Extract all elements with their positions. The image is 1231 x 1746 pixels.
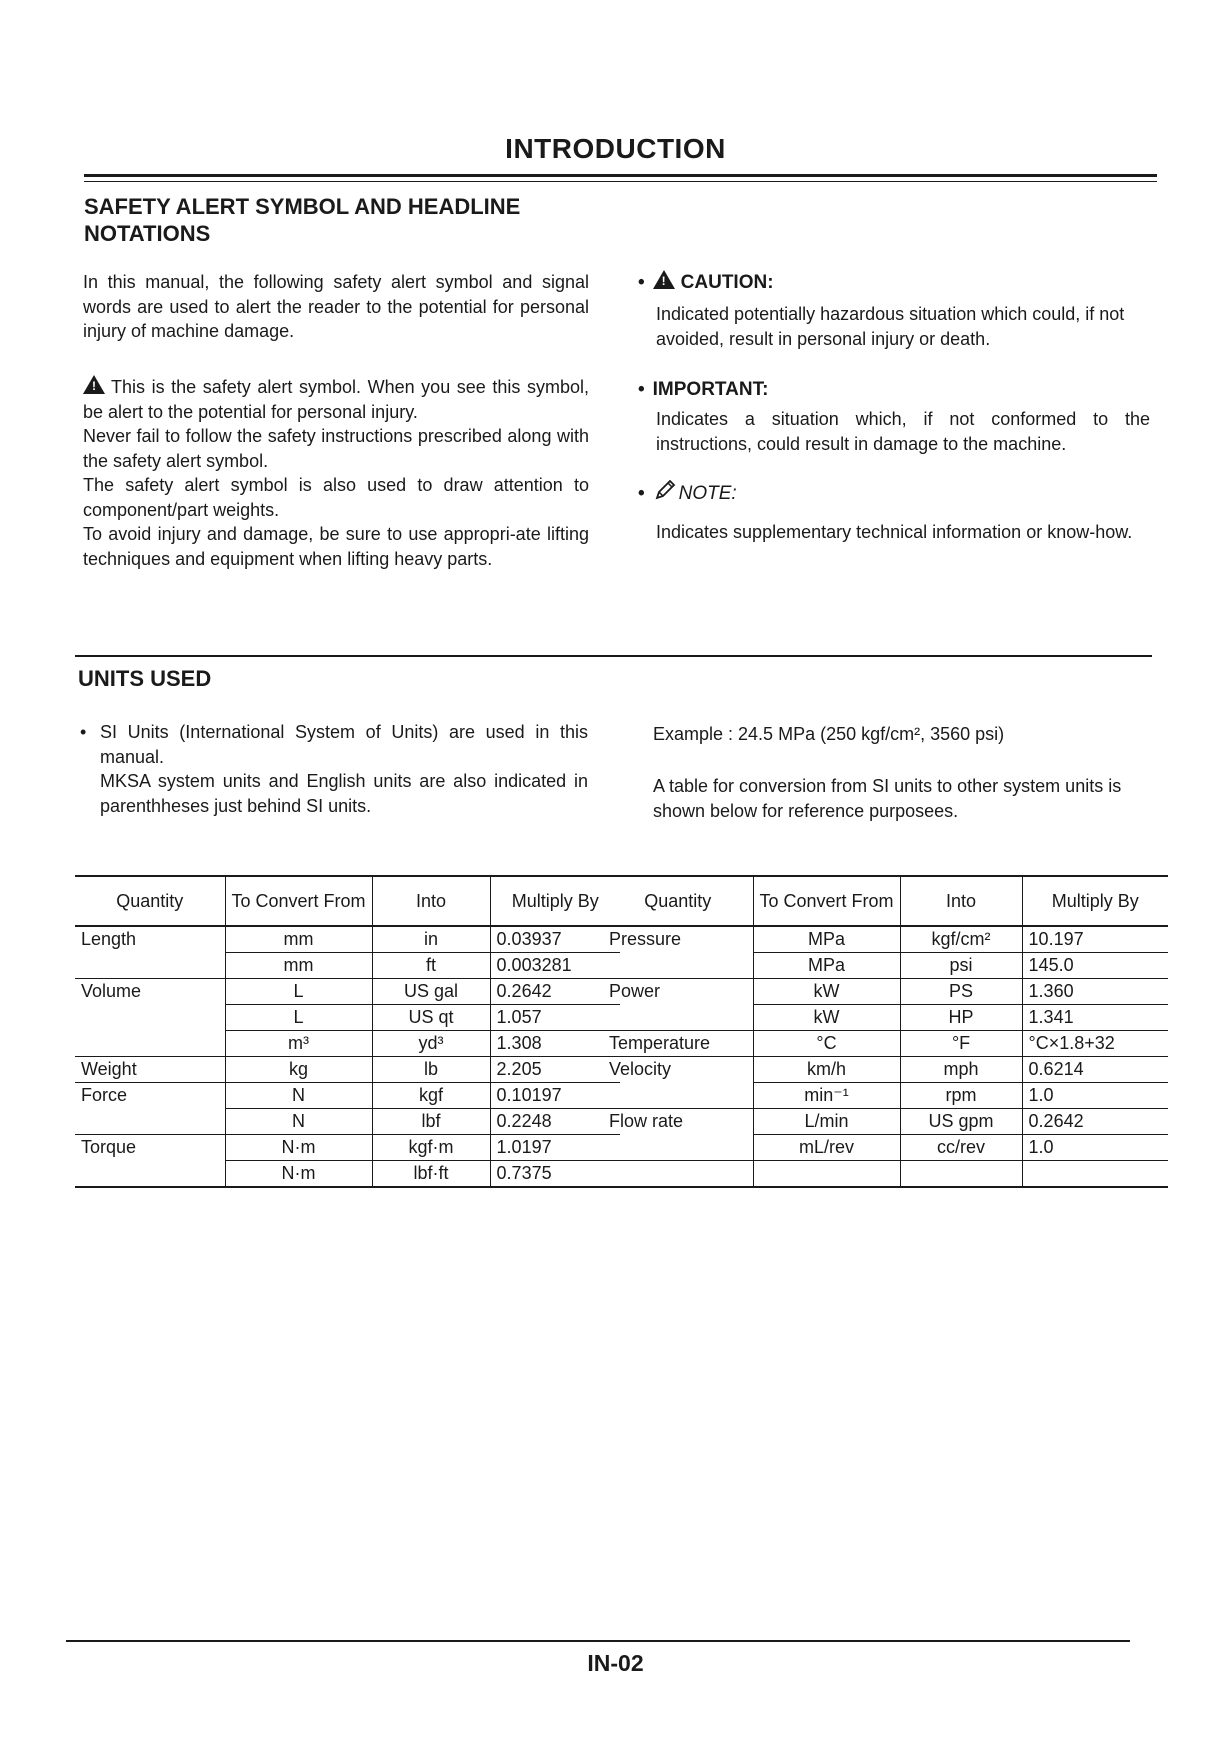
note-text: Indicates supplementary technical information or know-how. <box>656 522 1133 542</box>
cell-into: ft <box>372 953 490 979</box>
cell-into: HP <box>900 1005 1022 1031</box>
symbol-text-4: To avoid injury and damage, be sure to use appropri-ate lifting techniques and equipment when lifting heavy parts. <box>83 524 589 569</box>
cell-quantity <box>75 1005 225 1031</box>
symbol-text-1: This is the safety alert symbol. When you see this symbol, be alert to the potential for personal injury. <box>83 377 589 422</box>
cell-quantity: Weight <box>75 1057 225 1083</box>
cell-from: kg <box>225 1057 372 1083</box>
cell-from: N·m <box>225 1161 372 1188</box>
cell-from: kW <box>753 1005 900 1031</box>
cell-quantity <box>603 953 753 979</box>
cell-from: mm <box>225 953 372 979</box>
cell-mult: 145.0 <box>1022 953 1168 979</box>
important-label: IMPORTANT: <box>652 379 769 400</box>
cell-into: US qt <box>372 1005 490 1031</box>
cell-from: mL/rev <box>753 1135 900 1161</box>
safety-symbol-block <box>83 375 589 571</box>
cell-mult: 1.057 <box>490 1005 620 1031</box>
si-units-block <box>80 720 588 818</box>
table-note-text: A table for conversion from SI units to other system units is shown below for reference purposees. <box>653 776 1122 821</box>
cell-from <box>753 1161 900 1188</box>
section-divider <box>75 655 1152 657</box>
safety-intro-text: In this manual, the following safety alert symbol and signal words are used to alert the reader to the potential for personal injury of machine damage. <box>83 272 589 341</box>
cell-into: kgf <box>372 1083 490 1109</box>
cell-quantity: Power <box>603 979 753 1005</box>
table-row <box>603 1135 1168 1161</box>
caution-label: CAUTION: <box>680 272 774 293</box>
cell-quantity: Length <box>75 926 225 953</box>
cell-quantity: Temperature <box>603 1031 753 1057</box>
cell-from: N <box>225 1083 372 1109</box>
cell-into: US gpm <box>900 1109 1022 1135</box>
cell-quantity: Pressure <box>603 926 753 953</box>
cell-mult: 0.2642 <box>490 979 620 1005</box>
cell-mult: 0.2248 <box>490 1109 620 1135</box>
alert-triangle-icon <box>653 270 675 289</box>
cell-into: kgf·m <box>372 1135 490 1161</box>
cell-into: kgf/cm² <box>900 926 1022 953</box>
table-row <box>75 979 620 1005</box>
cell-quantity: Flow rate <box>603 1109 753 1135</box>
units-section-title: UNITS USED <box>78 666 212 691</box>
cell-mult: 2.205 <box>490 1057 620 1083</box>
bullet: • <box>80 722 87 742</box>
cell-from: MPa <box>753 926 900 953</box>
cell-mult: 0.03937 <box>490 926 620 953</box>
example-text: Example : 24.5 MPa (250 kgf/cm², 3560 psi) <box>653 724 1005 744</box>
table-row <box>603 953 1168 979</box>
page-number: IN-02 <box>587 1650 644 1676</box>
cell-into: in <box>372 926 490 953</box>
cell-into: °F <box>900 1031 1022 1057</box>
page-header-title: INTRODUCTION <box>505 133 726 164</box>
table-row <box>75 953 620 979</box>
header-into: Into <box>900 876 1022 926</box>
table-row <box>75 1083 620 1109</box>
safety-title-line2: NOTATIONS <box>84 221 211 246</box>
cell-into: US gal <box>372 979 490 1005</box>
table-row <box>603 1057 1168 1083</box>
cell-quantity <box>75 1109 225 1135</box>
cell-into: rpm <box>900 1083 1022 1109</box>
symbol-text-3: The safety alert symbol is also used to draw attention to component/part weights. <box>83 475 589 520</box>
cell-mult: 10.197 <box>1022 926 1168 953</box>
header-quantity: Quantity <box>75 876 225 926</box>
cell-quantity: Volume <box>75 979 225 1005</box>
header-from: To Convert From <box>753 876 900 926</box>
cell-from: L <box>225 979 372 1005</box>
cell-quantity <box>75 1161 225 1188</box>
cell-mult: 1.360 <box>1022 979 1168 1005</box>
cell-mult <box>1022 1161 1168 1188</box>
caution-text: Indicated potentially hazardous situation which could, if not avoided, result in personal injury or death. <box>656 304 1125 349</box>
bullet: • <box>638 379 645 400</box>
cell-into: lbf·ft <box>372 1161 490 1188</box>
cell-mult: °C×1.8+32 <box>1022 1031 1168 1057</box>
table-row <box>75 1031 620 1057</box>
cell-into: lbf <box>372 1109 490 1135</box>
cell-into: psi <box>900 953 1022 979</box>
si-units-text: SI Units (International System of Units) are used in this manual. <box>100 722 588 767</box>
cell-from: N <box>225 1109 372 1135</box>
cell-quantity <box>603 1135 753 1161</box>
table-row <box>603 1161 1168 1188</box>
caution-heading <box>638 270 774 294</box>
cell-mult: 0.10197 <box>490 1083 620 1109</box>
cell-into: yd³ <box>372 1031 490 1057</box>
cell-from: L <box>225 1005 372 1031</box>
cell-quantity: Torque <box>75 1135 225 1161</box>
cell-mult: 1.341 <box>1022 1005 1168 1031</box>
table-row <box>75 1057 620 1083</box>
important-text: Indicates a situation which, if not conformed to the instructions, could result in damage to the machine. <box>656 409 1150 454</box>
bullet: • <box>638 483 645 504</box>
table-row <box>75 1135 620 1161</box>
table-row <box>75 1161 620 1188</box>
cell-into: cc/rev <box>900 1135 1022 1161</box>
cell-from: MPa <box>753 953 900 979</box>
cell-from: kW <box>753 979 900 1005</box>
important-heading <box>638 379 768 401</box>
table-header-row <box>75 876 620 926</box>
table-row <box>603 979 1168 1005</box>
cell-from: m³ <box>225 1031 372 1057</box>
pencil-icon <box>653 478 677 502</box>
header-into: Into <box>372 876 490 926</box>
cell-from: L/min <box>753 1109 900 1135</box>
cell-into <box>900 1161 1022 1188</box>
cell-mult: 0.7375 <box>490 1161 620 1188</box>
safety-title-line1: SAFETY ALERT SYMBOL AND HEADLINE <box>84 194 521 219</box>
cell-mult: 1.0197 <box>490 1135 620 1161</box>
cell-from: N·m <box>225 1135 372 1161</box>
mksa-units-text: MKSA system units and English units are also indicated in parenthheses just behind SI units. <box>100 771 588 816</box>
cell-from: °C <box>753 1031 900 1057</box>
cell-into: mph <box>900 1057 1022 1083</box>
header-rule <box>84 174 1157 177</box>
cell-mult: 0.003281 <box>490 953 620 979</box>
table-row <box>75 1109 620 1135</box>
conversion-table-right <box>603 875 1168 1188</box>
table-row <box>603 1031 1168 1057</box>
table-header-row <box>603 876 1168 926</box>
header-multiply: Multiply By <box>1022 876 1168 926</box>
table-row <box>603 1005 1168 1031</box>
header-multiply: Multiply By <box>490 876 620 926</box>
cell-into: lb <box>372 1057 490 1083</box>
cell-into: PS <box>900 979 1022 1005</box>
note-heading <box>638 478 737 505</box>
cell-quantity <box>603 1161 753 1188</box>
symbol-text-2: Never fail to follow the safety instructions prescribed along with the safety alert symbol. <box>83 426 589 471</box>
table-row <box>603 1109 1168 1135</box>
cell-mult: 0.6214 <box>1022 1057 1168 1083</box>
cell-mult: 1.308 <box>490 1031 620 1057</box>
cell-mult: 1.0 <box>1022 1083 1168 1109</box>
safety-section-title <box>84 193 520 247</box>
table-row <box>75 926 620 953</box>
header-rule-thin <box>84 181 1157 182</box>
cell-from: min⁻¹ <box>753 1083 900 1109</box>
cell-quantity <box>603 1005 753 1031</box>
bullet: • <box>638 272 645 293</box>
table-row <box>603 1083 1168 1109</box>
cell-quantity <box>603 1083 753 1109</box>
cell-quantity <box>75 953 225 979</box>
conversion-table-left <box>75 875 620 1188</box>
header-from: To Convert From <box>225 876 372 926</box>
cell-mult: 0.2642 <box>1022 1109 1168 1135</box>
footer-rule <box>66 1640 1130 1642</box>
note-label: NOTE: <box>678 483 737 504</box>
table-row <box>603 926 1168 953</box>
table-row <box>75 1005 620 1031</box>
cell-from: mm <box>225 926 372 953</box>
cell-mult: 1.0 <box>1022 1135 1168 1161</box>
header-quantity: Quantity <box>603 876 753 926</box>
cell-quantity: Velocity <box>603 1057 753 1083</box>
cell-from: km/h <box>753 1057 900 1083</box>
cell-quantity: Force <box>75 1083 225 1109</box>
alert-triangle-icon <box>83 375 105 394</box>
cell-quantity <box>75 1031 225 1057</box>
